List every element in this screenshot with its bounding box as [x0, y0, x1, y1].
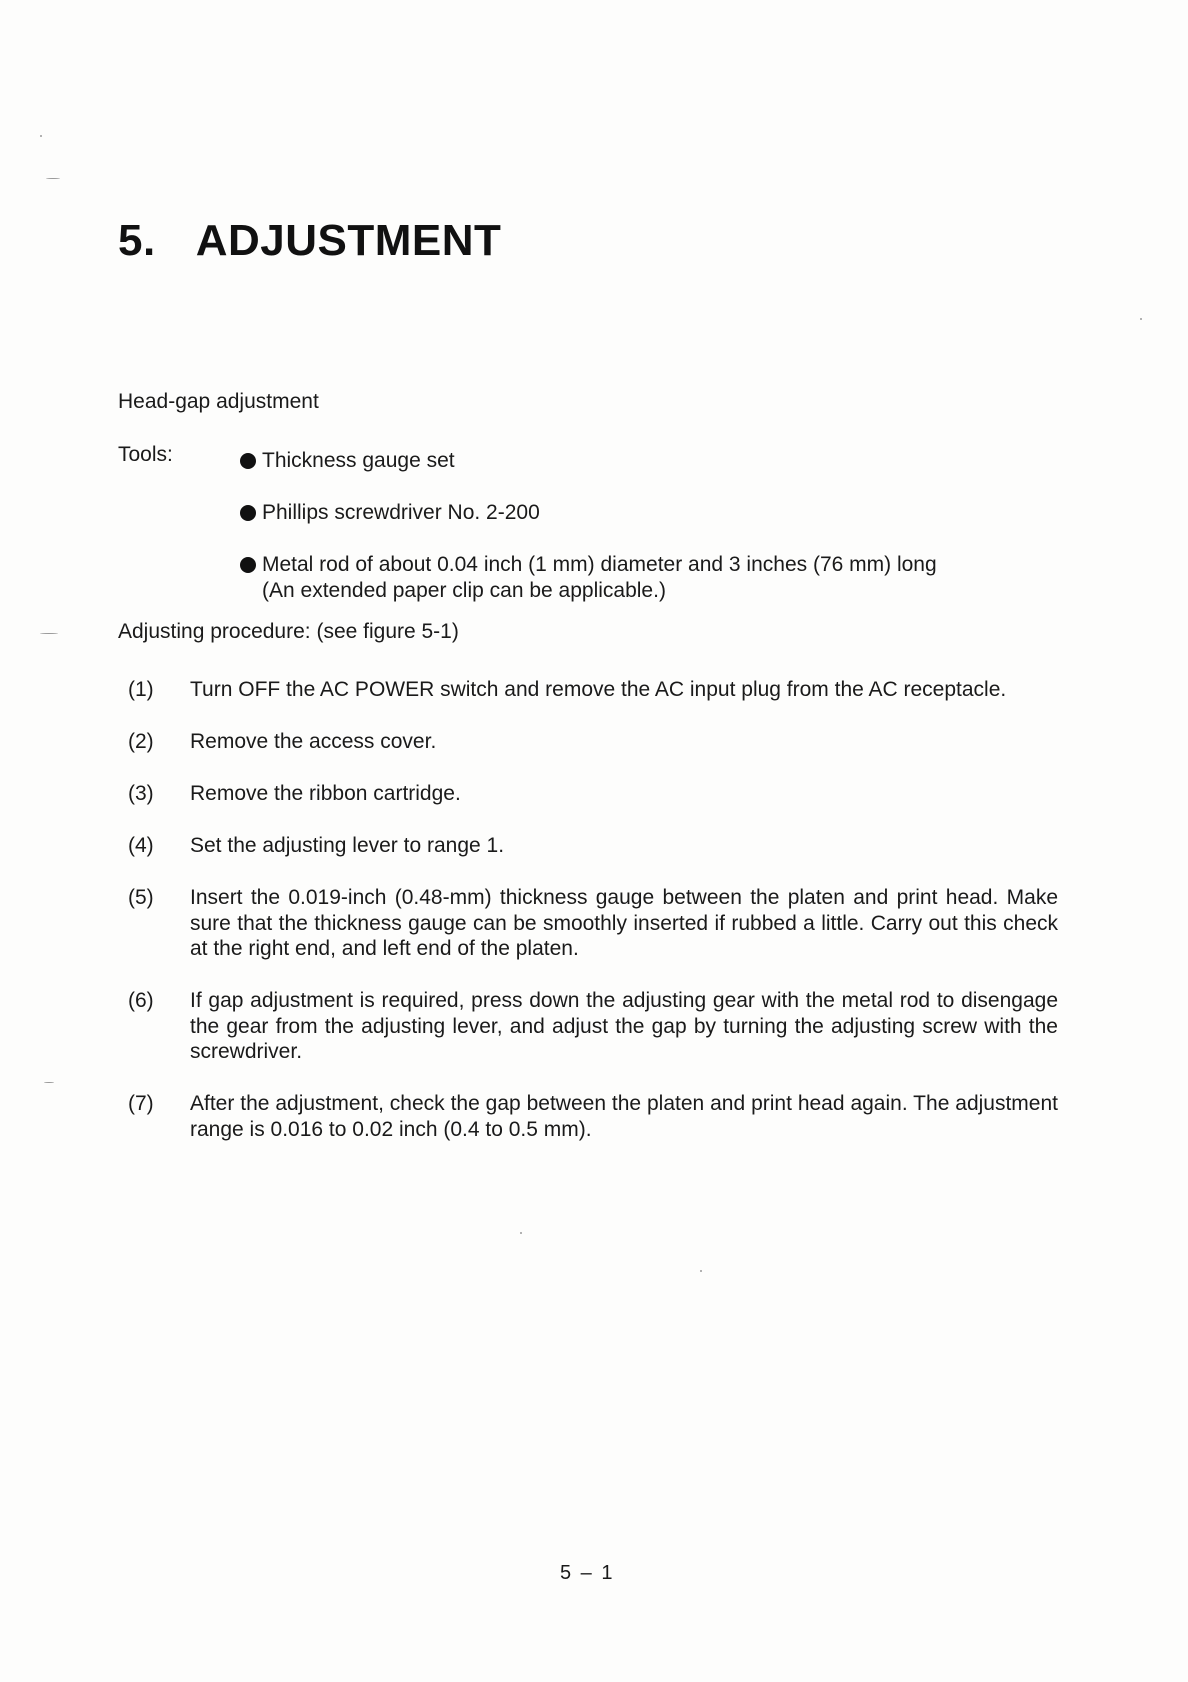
scan-speck [1140, 318, 1142, 320]
procedure-step [128, 677, 1058, 703]
scan-speck [44, 1082, 54, 1083]
step-number: (7) [128, 1092, 154, 1115]
bullet-icon [240, 453, 256, 469]
step-text: After the adjustment, check the gap between the platen and print head again. The adjustment range is 0.016 to 0.02 inch (0.4 to 0.5 mm). [190, 1092, 1058, 1141]
step-text: Turn OFF the AC POWER switch and remove the AC input plug from the AC receptacle. [190, 678, 1007, 701]
page-number: 5 – 1 [560, 1562, 615, 1584]
bullet-icon [240, 557, 256, 573]
step-text: Remove the access cover. [190, 730, 437, 753]
tools-label: Tools: [118, 443, 173, 466]
step-number: (5) [128, 886, 154, 909]
step-text: Insert the 0.019-inch (0.48-mm) thickness gauge between the platen and print head. Make sure that the thickness gauge can be smoothly inserted if rubbed a little. Carry out this check at the right end, and left end of the platen. [190, 886, 1058, 960]
scan-speck [46, 178, 60, 179]
procedure-title: Adjusting procedure: (see figure 5-1) [118, 620, 459, 643]
procedure-step [128, 781, 1058, 807]
step-text: Set the adjusting lever to range 1. [190, 834, 505, 857]
step-number: (1) [128, 678, 154, 701]
chapter-heading: ADJUSTMENT [195, 216, 502, 265]
procedure-step [128, 1091, 1058, 1142]
bullet-icon [240, 505, 256, 521]
step-number: (6) [128, 989, 154, 1012]
section-title: Head-gap adjustment [118, 390, 319, 413]
procedure-step [128, 729, 1058, 755]
scan-speck [700, 1270, 702, 1272]
tool-note: (An extended paper clip can be applicable.) [262, 579, 666, 602]
tool-text: Thickness gauge set [262, 449, 455, 472]
procedure-step [128, 988, 1058, 1065]
procedure-step [128, 885, 1058, 962]
tool-text: Phillips screwdriver No. 2-200 [262, 501, 540, 524]
tool-text: Metal rod of about 0.04 inch (1 mm) diameter and 3 inches (76 mm) long [262, 553, 937, 576]
step-text: Remove the ribbon cartridge. [190, 782, 461, 805]
step-number: (4) [128, 834, 154, 857]
step-number: (2) [128, 730, 154, 753]
scan-speck [40, 633, 58, 634]
scan-speck [40, 135, 42, 137]
step-number: (3) [128, 782, 154, 805]
chapter-number: 5. [118, 216, 156, 265]
scan-speck [520, 1232, 522, 1234]
tool-item [240, 552, 937, 604]
procedure-step [128, 833, 1058, 859]
step-text: If gap adjustment is required, press down the adjusting gear with the metal rod to disengage the gear from the adjusting lever, and adjust the gap by turning the adjusting screw with the screwdriver. [190, 989, 1058, 1063]
chapter-title [118, 216, 501, 266]
tool-item [240, 448, 455, 474]
tool-item [240, 500, 540, 526]
